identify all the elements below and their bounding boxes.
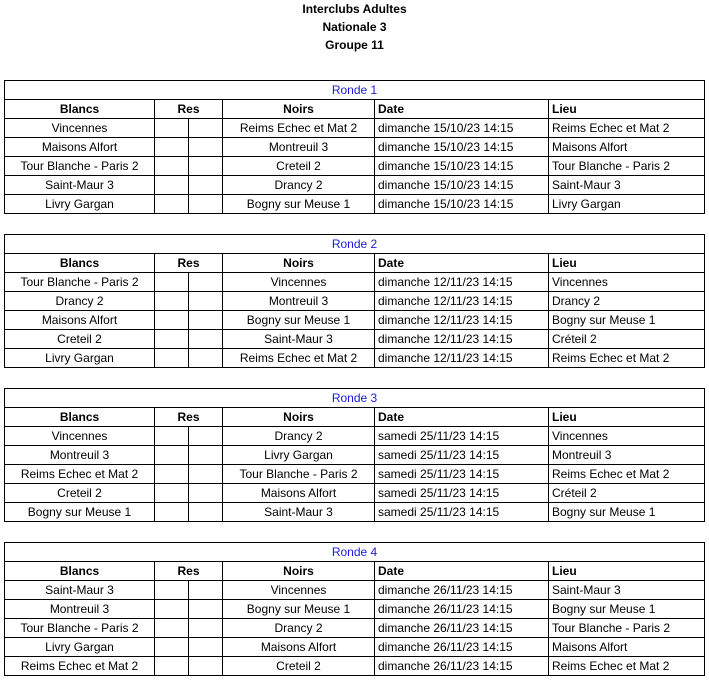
match-date: dimanche 15/10/23 14:15	[375, 176, 549, 195]
white-team: Vincennes	[5, 119, 155, 138]
match-row	[5, 292, 705, 311]
match-row	[5, 195, 705, 214]
result-white	[155, 427, 189, 446]
match-date: dimanche 12/11/23 14:15	[375, 311, 549, 330]
header-title: Interclubs Adultes	[302, 2, 407, 16]
result-white	[155, 330, 189, 349]
match-date: samedi 25/11/23 14:15	[375, 427, 549, 446]
match-date: dimanche 26/11/23 14:15	[375, 600, 549, 619]
match-venue: Tour Blanche - Paris 2	[549, 157, 705, 176]
result-white	[155, 465, 189, 484]
column-header-date: Date	[375, 562, 549, 581]
column-header-date: Date	[375, 254, 549, 273]
column-header-lieu: Lieu	[549, 100, 705, 119]
match-date: samedi 25/11/23 14:15	[375, 484, 549, 503]
result-black	[189, 195, 223, 214]
match-venue: Saint-Maur 3	[549, 581, 705, 600]
match-row	[5, 600, 705, 619]
result-black	[189, 157, 223, 176]
match-venue: Bogny sur Meuse 1	[549, 311, 705, 330]
result-white	[155, 119, 189, 138]
white-team: Livry Gargan	[5, 349, 155, 368]
white-team: Maisons Alfort	[5, 311, 155, 330]
column-header-row	[5, 254, 705, 273]
result-white	[155, 311, 189, 330]
column-header-date: Date	[375, 408, 549, 427]
round-table	[4, 80, 705, 214]
column-header-date: Date	[375, 100, 549, 119]
white-team: Drancy 2	[5, 292, 155, 311]
match-row	[5, 311, 705, 330]
match-date: dimanche 15/10/23 14:15	[375, 119, 549, 138]
match-row	[5, 273, 705, 292]
white-team: Saint-Maur 3	[5, 176, 155, 195]
column-header-res: Res	[155, 408, 223, 427]
round-section	[4, 234, 704, 368]
match-venue: Tour Blanche - Paris 2	[549, 619, 705, 638]
white-team: Tour Blanche - Paris 2	[5, 273, 155, 292]
white-team: Creteil 2	[5, 484, 155, 503]
column-header-noirs: Noirs	[223, 254, 375, 273]
white-team: Reims Echec et Mat 2	[5, 657, 155, 676]
match-venue: Maisons Alfort	[549, 638, 705, 657]
result-black	[189, 619, 223, 638]
match-date: dimanche 26/11/23 14:15	[375, 581, 549, 600]
black-team: Montreuil 3	[223, 138, 375, 157]
match-row	[5, 619, 705, 638]
result-white	[155, 195, 189, 214]
black-team: Livry Gargan	[223, 446, 375, 465]
result-black	[189, 465, 223, 484]
result-white	[155, 657, 189, 676]
match-row	[5, 119, 705, 138]
match-row	[5, 465, 705, 484]
result-white	[155, 273, 189, 292]
white-team: Tour Blanche - Paris 2	[5, 619, 155, 638]
white-team: Montreuil 3	[5, 446, 155, 465]
result-black	[189, 427, 223, 446]
round-table	[4, 388, 705, 522]
match-row	[5, 446, 705, 465]
page-header	[0, 0, 709, 54]
match-row	[5, 581, 705, 600]
column-header-blancs: Blancs	[5, 562, 155, 581]
black-team: Maisons Alfort	[223, 638, 375, 657]
result-black	[189, 638, 223, 657]
match-venue: Reims Echec et Mat 2	[549, 349, 705, 368]
result-white	[155, 581, 189, 600]
header-group: Groupe 11	[325, 38, 384, 52]
column-header-lieu: Lieu	[549, 254, 705, 273]
match-date: samedi 25/11/23 14:15	[375, 465, 549, 484]
result-black	[189, 311, 223, 330]
white-team: Montreuil 3	[5, 600, 155, 619]
white-team: Vincennes	[5, 427, 155, 446]
black-team: Drancy 2	[223, 427, 375, 446]
result-black	[189, 600, 223, 619]
match-row	[5, 657, 705, 676]
white-team: Livry Gargan	[5, 638, 155, 657]
match-venue: Montreuil 3	[549, 446, 705, 465]
black-team: Vincennes	[223, 581, 375, 600]
black-team: Montreuil 3	[223, 292, 375, 311]
match-row	[5, 484, 705, 503]
white-team: Livry Gargan	[5, 195, 155, 214]
result-black	[189, 503, 223, 522]
match-date: dimanche 12/11/23 14:15	[375, 349, 549, 368]
match-venue: Reims Echec et Mat 2	[549, 465, 705, 484]
result-black	[189, 119, 223, 138]
result-white	[155, 503, 189, 522]
black-team: Bogny sur Meuse 1	[223, 311, 375, 330]
match-date: dimanche 12/11/23 14:15	[375, 292, 549, 311]
white-team: Tour Blanche - Paris 2	[5, 157, 155, 176]
match-row	[5, 330, 705, 349]
result-white	[155, 157, 189, 176]
match-venue: Créteil 2	[549, 484, 705, 503]
match-row	[5, 157, 705, 176]
column-header-noirs: Noirs	[223, 100, 375, 119]
match-date: dimanche 12/11/23 14:15	[375, 330, 549, 349]
result-white	[155, 446, 189, 465]
column-header-blancs: Blancs	[5, 408, 155, 427]
black-team: Vincennes	[223, 273, 375, 292]
column-header-res: Res	[155, 562, 223, 581]
rounds-container	[4, 80, 704, 696]
round-title: Ronde 1	[5, 81, 705, 100]
result-white	[155, 138, 189, 157]
match-row	[5, 349, 705, 368]
white-team: Reims Echec et Mat 2	[5, 465, 155, 484]
black-team: Creteil 2	[223, 657, 375, 676]
column-header-res: Res	[155, 254, 223, 273]
result-white	[155, 349, 189, 368]
black-team: Bogny sur Meuse 1	[223, 195, 375, 214]
header-division: Nationale 3	[322, 20, 387, 34]
result-black	[189, 581, 223, 600]
white-team: Bogny sur Meuse 1	[5, 503, 155, 522]
result-black	[189, 657, 223, 676]
black-team: Creteil 2	[223, 157, 375, 176]
column-header-lieu: Lieu	[549, 562, 705, 581]
match-venue: Drancy 2	[549, 292, 705, 311]
result-white	[155, 484, 189, 503]
result-white	[155, 292, 189, 311]
black-team: Drancy 2	[223, 619, 375, 638]
column-header-row	[5, 100, 705, 119]
black-team: Drancy 2	[223, 176, 375, 195]
white-team: Saint-Maur 3	[5, 581, 155, 600]
result-black	[189, 292, 223, 311]
match-date: dimanche 15/10/23 14:15	[375, 138, 549, 157]
match-venue: Saint-Maur 3	[549, 176, 705, 195]
match-row	[5, 427, 705, 446]
result-white	[155, 638, 189, 657]
match-venue: Créteil 2	[549, 330, 705, 349]
match-row	[5, 638, 705, 657]
match-date: dimanche 26/11/23 14:15	[375, 619, 549, 638]
column-header-row	[5, 562, 705, 581]
match-venue: Vincennes	[549, 427, 705, 446]
round-title: Ronde 2	[5, 235, 705, 254]
black-team: Tour Blanche - Paris 2	[223, 465, 375, 484]
black-team: Reims Echec et Mat 2	[223, 349, 375, 368]
black-team: Reims Echec et Mat 2	[223, 119, 375, 138]
match-venue: Maisons Alfort	[549, 138, 705, 157]
match-row	[5, 138, 705, 157]
match-date: dimanche 26/11/23 14:15	[375, 657, 549, 676]
result-black	[189, 176, 223, 195]
column-header-res: Res	[155, 100, 223, 119]
match-date: dimanche 15/10/23 14:15	[375, 157, 549, 176]
match-row	[5, 503, 705, 522]
match-venue: Bogny sur Meuse 1	[549, 503, 705, 522]
result-black	[189, 273, 223, 292]
round-title: Ronde 3	[5, 389, 705, 408]
result-black	[189, 330, 223, 349]
match-venue: Reims Echec et Mat 2	[549, 119, 705, 138]
match-venue: Bogny sur Meuse 1	[549, 600, 705, 619]
column-header-lieu: Lieu	[549, 408, 705, 427]
round-title: Ronde 4	[5, 543, 705, 562]
column-header-noirs: Noirs	[223, 562, 375, 581]
match-venue: Livry Gargan	[549, 195, 705, 214]
match-venue: Reims Echec et Mat 2	[549, 657, 705, 676]
column-header-noirs: Noirs	[223, 408, 375, 427]
column-header-blancs: Blancs	[5, 254, 155, 273]
result-black	[189, 446, 223, 465]
match-date: dimanche 12/11/23 14:15	[375, 273, 549, 292]
result-white	[155, 600, 189, 619]
black-team: Saint-Maur 3	[223, 330, 375, 349]
column-header-row	[5, 408, 705, 427]
white-team: Maisons Alfort	[5, 138, 155, 157]
match-row	[5, 176, 705, 195]
black-team: Maisons Alfort	[223, 484, 375, 503]
match-date: dimanche 26/11/23 14:15	[375, 638, 549, 657]
result-white	[155, 619, 189, 638]
column-header-blancs: Blancs	[5, 100, 155, 119]
match-date: dimanche 15/10/23 14:15	[375, 195, 549, 214]
match-date: samedi 25/11/23 14:15	[375, 446, 549, 465]
round-section	[4, 542, 704, 676]
result-black	[189, 349, 223, 368]
result-black	[189, 484, 223, 503]
black-team: Bogny sur Meuse 1	[223, 600, 375, 619]
black-team: Saint-Maur 3	[223, 503, 375, 522]
round-section	[4, 388, 704, 522]
round-table	[4, 542, 705, 676]
white-team: Creteil 2	[5, 330, 155, 349]
round-table	[4, 234, 705, 368]
match-date: samedi 25/11/23 14:15	[375, 503, 549, 522]
round-section	[4, 80, 704, 214]
result-black	[189, 138, 223, 157]
match-venue: Vincennes	[549, 273, 705, 292]
result-white	[155, 176, 189, 195]
